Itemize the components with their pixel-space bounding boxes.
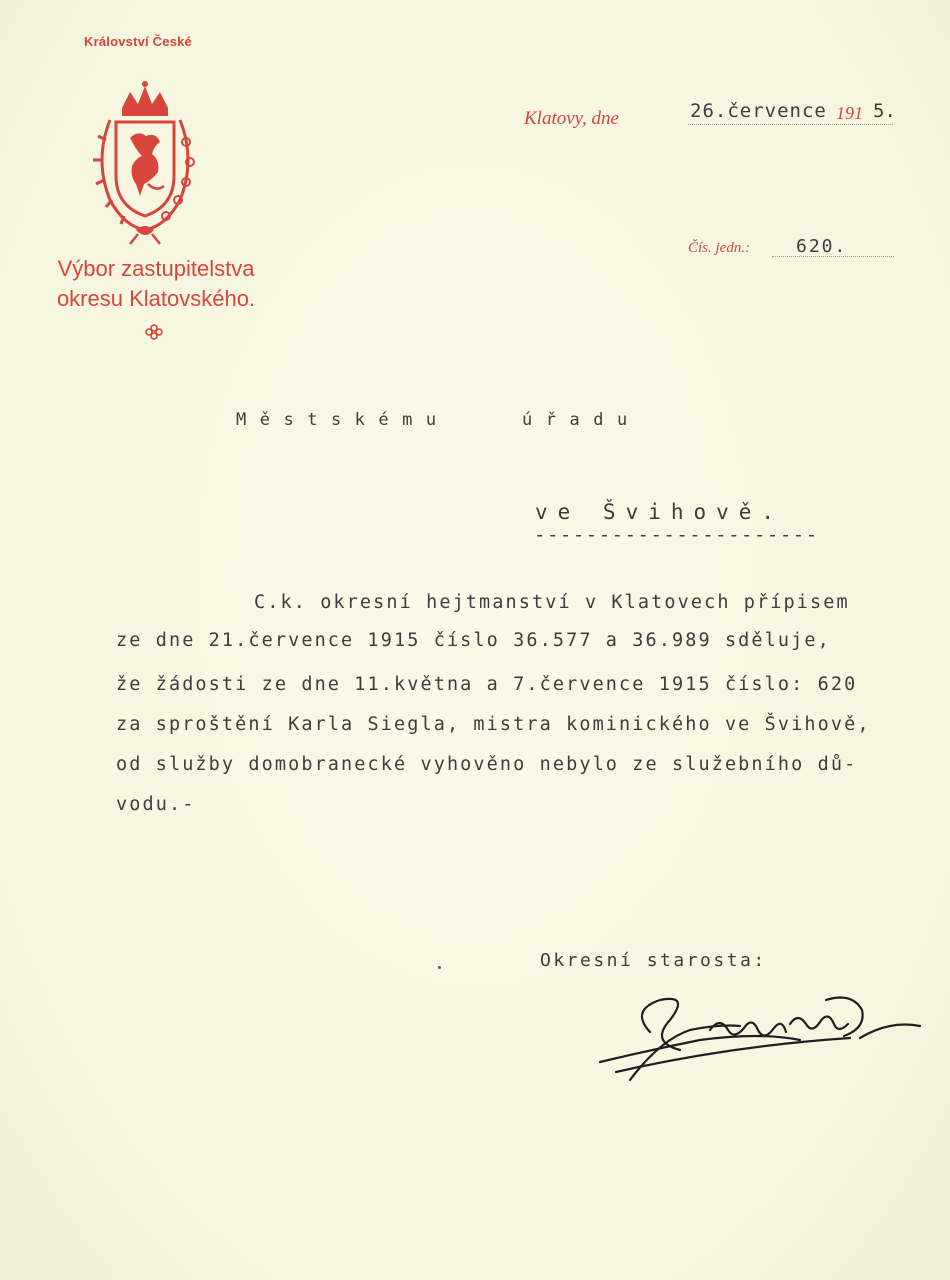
stray-mark [438,966,441,969]
committee-name [30,254,282,314]
year-typed: 5. [873,100,896,122]
year-handwritten: 191 [836,103,863,123]
recipient-office-2: úřadu [522,410,641,430]
letterhead-country: Království České [84,34,192,49]
body-line: za sproštění Karla Siegla, mistra kominického ve Švihově, [116,714,871,735]
committee-line-2: okresu Klatovského. [56,286,256,311]
place-label: Klatovy, dne [524,108,619,129]
handwritten-signature-icon [590,980,930,1090]
body-line: ze dne 21.července 1915 číslo 36.577 a 36.989 sděluje, [116,630,831,651]
body-line: vodu.- [116,794,196,815]
date-dotted-line [688,124,893,125]
body-line: C.k. okresní hejtmanství v Klatovech přípisem [254,592,850,613]
recipient-town: ve Švihově. [535,500,785,524]
committee-line-1: Výbor zastupitelstva [57,256,255,281]
date-typed: 26.července [690,100,827,122]
bohemian-lion-crest-icon [86,80,204,245]
recipient-underline: ---------------------- [534,524,819,546]
body-line: od služby domobranecké vyhověno nebylo ze služebního dů- [116,754,858,775]
reference-number: 620. [796,236,848,257]
quatrefoil-icon [144,324,164,340]
signoff-title: Okresní starosta: [540,950,767,971]
recipient-office: Městskému [236,410,450,430]
body-line: že žádosti ze dne 11.května a 7.července 1915 číslo: 620 [116,674,858,695]
reference-label: Čís. jedn.: [688,240,751,256]
